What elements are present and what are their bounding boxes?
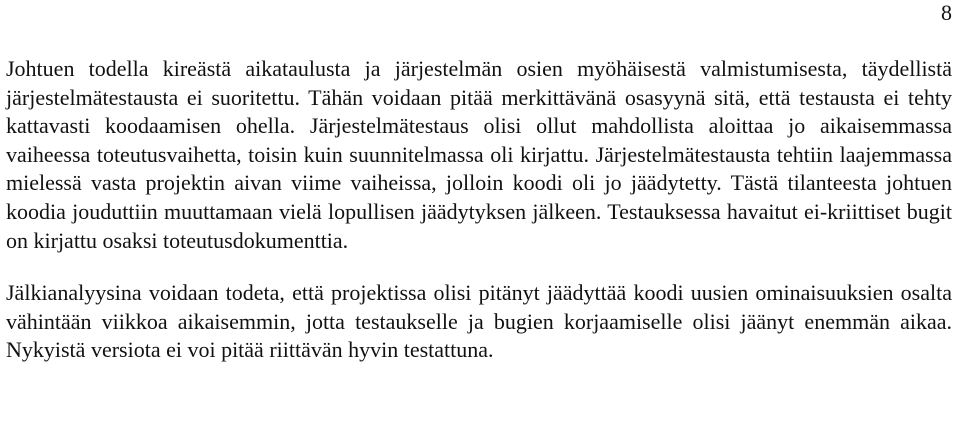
paragraph-post-analysis: Jälkianalyysina voidaan todeta, että projektissa olisi pitänyt jäädyttää koodi uusien ominaisuuksien osalta vähintään viikkoa aikaisemmin, jotta testaukselle ja bugien korjaamiselle olisi jäänyt enemmän aikaa. Nykyistä versiota ei voi pitää riittävän hyvin testattuna. xyxy=(6,280,952,363)
page-number: 8 xyxy=(941,0,952,25)
body-text xyxy=(6,55,952,365)
paragraph-schedule-testing: Johtuen todella kireästä aikataulusta ja järjestelmän osien myöhäisestä valmistumisesta, täydellistä järjestelmätestausta ei suoritettu. Tähän voidaan pitää merkittävänä osasyynä sitä, että testausta ei tehty kattavasti koodaamisen ohella. Järjestelmätestaus olisi ollut mahdollista aloittaa jo aikaisemmassa vaiheessa toteutusvaihetta, toisin kuin suunnitelmassa oli kirjattu. Järjestelmätestausta tehtiin laajemmassa mielessä vasta projektin aivan viime vaiheissa, jolloin koodi oli jo jäädytetty. Tästä tilanteesta johtuen koodia jouduttiin muuttamaan vielä lopullisen jäädytyksen jälkeen. Testauksessa havaitut ei-kriittiset bugit on kirjattu osaksi toteutusdokumenttia. xyxy=(6,56,952,253)
